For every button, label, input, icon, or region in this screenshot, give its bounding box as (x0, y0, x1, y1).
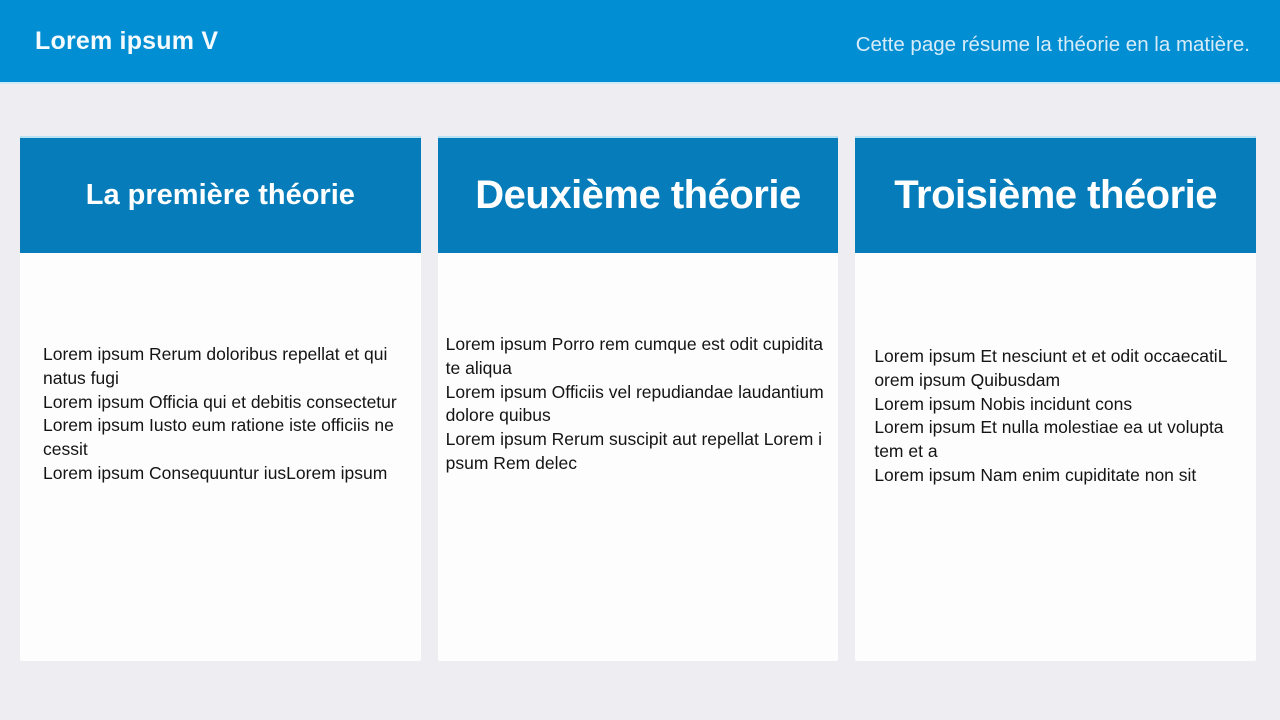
card-title: La première théorie (85, 179, 355, 211)
card-text-line: Lorem ipsum Nam enim cupiditate non sit (874, 464, 1197, 485)
card-text-line: Lorem ipsum Nobis incidunt cons (874, 393, 1133, 414)
card-text-line: Lorem ipsum Iusto eum ratione iste officiis necessit (43, 415, 394, 460)
card-troisieme-theorie (855, 136, 1256, 661)
card-body (855, 253, 1256, 661)
card-title: Deuxième théorie (475, 173, 801, 217)
app-title: Lorem ipsum V (35, 26, 219, 55)
card-text-line: Lorem ipsum Officia qui et debitis consectetur (43, 391, 397, 412)
card-text-line: Lorem ipsum Porro rem cumque est odit cupiditate aliqua (445, 334, 824, 378)
card-deuxieme-theorie (438, 136, 839, 661)
card-title: Troisième théorie (894, 173, 1218, 217)
card-body (438, 253, 839, 661)
app-header (0, 0, 1280, 84)
card-text-line: Lorem ipsum Rerum doloribus repellat et qui natus fugi (43, 344, 388, 388)
card-body (20, 253, 421, 661)
cards-container (0, 136, 1280, 661)
card-text-line: Lorem ipsum Rerum suscipit aut repellat Lorem ipsum Rem delec (445, 429, 823, 473)
card-header (855, 136, 1256, 253)
card-header (438, 136, 839, 253)
card-header (20, 136, 421, 253)
card-text-line: Lorem ipsum Officiis vel repudiandae laudantium dolore quibus (445, 381, 824, 426)
card-text-line: Lorem ipsum Et nulla molestiae ea ut voluptatem et a (874, 417, 1224, 462)
card-text-line: Lorem ipsum Et nesciunt et et odit occaecatiLorem ipsum Quibusdam (874, 346, 1228, 390)
header-subtitle: Cette page résume la théorie en la matière. (855, 32, 1250, 56)
card-text-line: Lorem ipsum Consequuntur iusLorem ipsum (43, 462, 388, 483)
card-premiere-theorie (20, 136, 421, 661)
